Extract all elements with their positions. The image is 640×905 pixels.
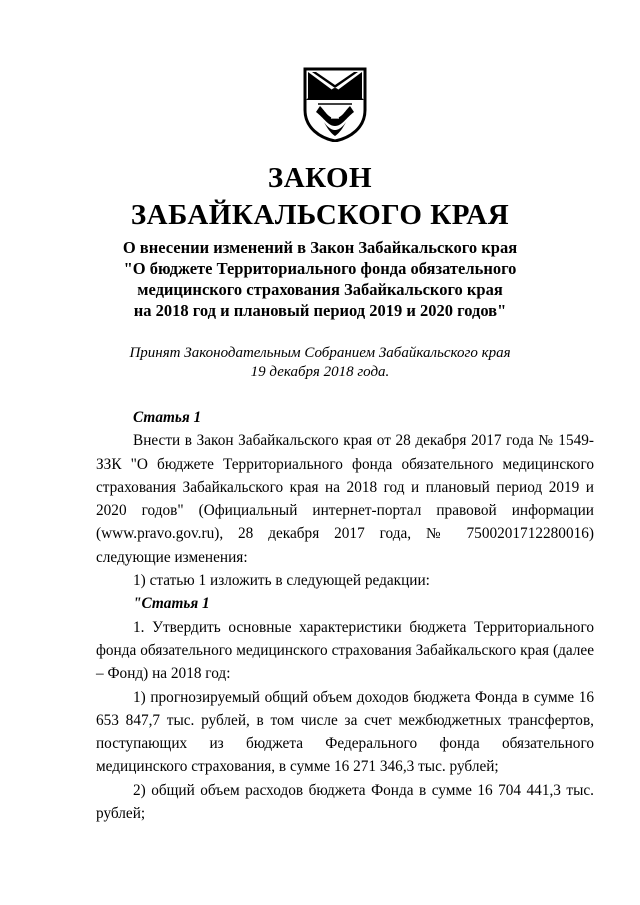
quoted-article-heading: "Статья 1 [133,595,210,613]
adopted-line2: 19 декабря 2018 года. [250,364,390,380]
subtitle-line2: "О бюджете Территориального фонда обязательного [123,259,517,278]
amendment-item-1: 1) статью 1 изложить в следующей редакции: [133,572,430,590]
article-body [96,406,594,825]
article-heading: Статья 1 [133,409,202,426]
subtitle-line3: медицинского страхования Забайкальского края [137,280,503,299]
point-1-paragraph: 1. Утвердить основные характеристики бюджета Территориального фонда обязательного медицинского страхования Забайкальского края (далее – Фонд) на 2018 год: [96,618,594,683]
subpoint-2-paragraph: 2) общий объем расходов бюджета Фонда в сумме 16 704 441,3 тыс. рублей; [96,781,594,823]
law-title-line2: ЗАБАЙКАЛЬСКОГО КРАЯ [130,199,510,231]
coat-of-arms-emblem [298,66,372,142]
adopted-line1: Принят Законодательным Собранием Забайкальского края [129,345,511,361]
article-intro-paragraph: Внести в Закон Забайкальского края от 28 декабря 2017 года № 1549-ЗЗК "О бюджете Территориального фонда обязательного медицинского страхования Забайкальского края на 2018 год и плановый период 2019 и 2020 годов" (Официальный интернет-портал правовой информации (www.pravo.gov.ru), 28 декабря 2017 года, № 7500201712280016) следующие изменения: [96,432,594,566]
subtitle-line1: О внесении изменений в Закон Забайкальского края [122,238,518,257]
subtitle-line4: на 2018 год и плановый период 2019 и 2020 годов" [133,301,507,320]
subpoint-1-paragraph: 1) прогнозируемый общий объем доходов бюджета Фонда в сумме 16 653 847,7 тыс. рублей, в том числе за счет межбюджетных трансфертов, поступающих из бюджета Федерального фонда обязательного медицинского страхования, в сумме 16 271 346,3 тыс. рублей; [96,688,594,776]
law-title-line1: ЗАКОН [267,162,373,194]
